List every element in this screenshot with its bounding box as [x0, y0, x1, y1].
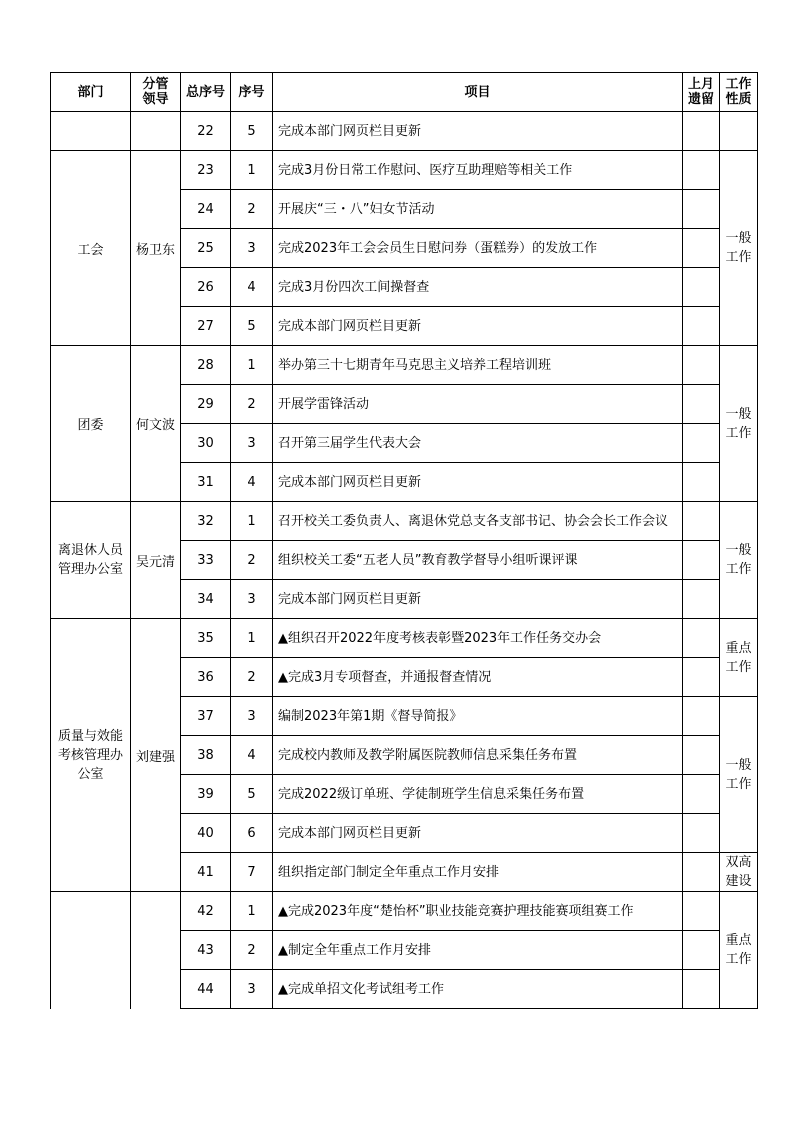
last-month-cell [683, 541, 720, 580]
seq-cell: 5 [231, 112, 273, 151]
last-month-cell [683, 112, 720, 151]
dept-quality: 质量与效能 考核管理办 公室 [51, 619, 131, 892]
total-no-cell: 28 [181, 346, 231, 385]
item-cell: 完成本部门网页栏目更新 [273, 307, 683, 346]
item-cell: 完成3月份四次工间操督查 [273, 268, 683, 307]
total-no-cell: 24 [181, 190, 231, 229]
item-cell: ▲完成单招文化考试组考工作 [273, 970, 683, 1009]
table-row [51, 346, 758, 385]
item-cell: 完成本部门网页栏目更新 [273, 814, 683, 853]
total-no-cell: 25 [181, 229, 231, 268]
last-month-cell [683, 931, 720, 970]
last-month-cell [683, 307, 720, 346]
header-nature: 工作 性质 [720, 73, 758, 112]
total-no-cell: 37 [181, 697, 231, 736]
total-no-cell: 31 [181, 463, 231, 502]
seq-cell: 2 [231, 190, 273, 229]
total-no-cell: 29 [181, 385, 231, 424]
dept-union: 工会 [51, 151, 131, 346]
item-cell: 组织校关工委“五老人员”教育教学督导小组听课评课 [273, 541, 683, 580]
header-row [51, 73, 758, 112]
seq-cell: 2 [231, 658, 273, 697]
seq-cell: 6 [231, 814, 273, 853]
nature-quality-dual: 双高 建设 [720, 853, 758, 892]
item-cell: 召开第三届学生代表大会 [273, 424, 683, 463]
table-row [51, 502, 758, 541]
total-no-cell: 35 [181, 619, 231, 658]
last-month-cell [683, 424, 720, 463]
item-cell: 开展庆“三・八”妇女节活动 [273, 190, 683, 229]
nature-retired: 一般 工作 [720, 502, 758, 619]
last-month-cell [683, 736, 720, 775]
total-no-cell: 32 [181, 502, 231, 541]
table-row [51, 619, 758, 658]
item-cell: ▲制定全年重点工作月安排 [273, 931, 683, 970]
item-cell: 完成2023年工会会员生日慰问券（蛋糕券）的发放工作 [273, 229, 683, 268]
seq-cell: 2 [231, 931, 273, 970]
item-cell: ▲完成2023年度“楚怡杯”职业技能竞赛护理技能赛项组赛工作 [273, 892, 683, 931]
header-leader: 分管 领导 [131, 73, 181, 112]
seq-cell: 2 [231, 541, 273, 580]
header-project: 项目 [273, 73, 683, 112]
last-month-cell [683, 619, 720, 658]
seq-cell: 3 [231, 229, 273, 268]
total-no-cell: 34 [181, 580, 231, 619]
item-cell: 完成2022级订单班、学徒制班学生信息采集任务布置 [273, 775, 683, 814]
nature-quality-key: 重点 工作 [720, 619, 758, 697]
seq-cell: 4 [231, 463, 273, 502]
last-month-cell [683, 658, 720, 697]
seq-cell: 7 [231, 853, 273, 892]
total-no-cell: 39 [181, 775, 231, 814]
last-month-cell [683, 190, 720, 229]
nature-last: 重点 工作 [720, 892, 758, 1009]
nature-union: 一般 工作 [720, 151, 758, 346]
item-cell: 举办第三十七期青年马克思主义培养工程培训班 [273, 346, 683, 385]
seq-cell: 4 [231, 736, 273, 775]
last-month-cell [683, 892, 720, 931]
last-month-cell [683, 814, 720, 853]
total-no-cell: 38 [181, 736, 231, 775]
seq-cell: 1 [231, 892, 273, 931]
seq-cell: 5 [231, 775, 273, 814]
total-no-cell: 22 [181, 112, 231, 151]
last-month-cell [683, 697, 720, 736]
total-no-cell: 23 [181, 151, 231, 190]
item-cell: 开展学雷锋活动 [273, 385, 683, 424]
leader-league: 何文波 [131, 346, 181, 502]
dept-league: 团委 [51, 346, 131, 502]
seq-cell: 1 [231, 151, 273, 190]
last-month-cell [683, 970, 720, 1009]
leader-cell [131, 892, 181, 1009]
table-row [51, 151, 758, 190]
seq-cell: 3 [231, 697, 273, 736]
total-no-cell: 36 [181, 658, 231, 697]
last-month-cell [683, 502, 720, 541]
last-month-cell [683, 775, 720, 814]
nature-league: 一般 工作 [720, 346, 758, 502]
last-month-cell [683, 853, 720, 892]
leader-cell [131, 112, 181, 151]
seq-cell: 4 [231, 268, 273, 307]
total-no-cell: 40 [181, 814, 231, 853]
seq-cell: 1 [231, 619, 273, 658]
last-month-cell [683, 463, 720, 502]
total-no-cell: 30 [181, 424, 231, 463]
dept-retired: 离退休人员 管理办公室 [51, 502, 131, 619]
item-cell: ▲组织召开2022年度考核表彰暨2023年工作任务交办会 [273, 619, 683, 658]
header-dept: 部门 [51, 73, 131, 112]
last-month-cell [683, 151, 720, 190]
seq-cell: 3 [231, 580, 273, 619]
last-month-cell [683, 346, 720, 385]
total-no-cell: 33 [181, 541, 231, 580]
seq-cell: 2 [231, 385, 273, 424]
header-seq: 序号 [231, 73, 273, 112]
leader-retired: 吴元清 [131, 502, 181, 619]
last-month-cell [683, 268, 720, 307]
work-plan-sheet [50, 72, 758, 1009]
table-row [51, 892, 758, 931]
table-row [51, 112, 758, 151]
dept-cell [51, 892, 131, 1009]
dept-cell [51, 112, 131, 151]
nature-cell [720, 112, 758, 151]
total-no-cell: 44 [181, 970, 231, 1009]
nature-quality-general: 一般 工作 [720, 697, 758, 853]
item-cell: 组织指定部门制定全年重点工作月安排 [273, 853, 683, 892]
total-no-cell: 27 [181, 307, 231, 346]
item-cell: 完成本部门网页栏目更新 [273, 580, 683, 619]
last-month-cell [683, 385, 720, 424]
item-cell: ▲完成3月专项督查，并通报督查情况 [273, 658, 683, 697]
total-no-cell: 42 [181, 892, 231, 931]
seq-cell: 3 [231, 970, 273, 1009]
seq-cell: 1 [231, 346, 273, 385]
total-no-cell: 43 [181, 931, 231, 970]
seq-cell: 1 [231, 502, 273, 541]
last-month-cell [683, 229, 720, 268]
seq-cell: 5 [231, 307, 273, 346]
total-no-cell: 26 [181, 268, 231, 307]
leader-union: 杨卫东 [131, 151, 181, 346]
item-cell: 召开校关工委负责人、离退休党总支各支部书记、协会会长工作会议 [273, 502, 683, 541]
last-month-cell [683, 580, 720, 619]
header-total-no: 总序号 [181, 73, 231, 112]
item-cell: 完成校内教师及教学附属医院教师信息采集任务布置 [273, 736, 683, 775]
item-cell: 完成3月份日常工作慰问、医疗互助理赔等相关工作 [273, 151, 683, 190]
header-last-month: 上月 遗留 [683, 73, 720, 112]
item-cell: 完成本部门网页栏目更新 [273, 463, 683, 502]
total-no-cell: 41 [181, 853, 231, 892]
item-cell: 编制2023年第1期《督导简报》 [273, 697, 683, 736]
seq-cell: 3 [231, 424, 273, 463]
item-cell: 完成本部门网页栏目更新 [273, 112, 683, 151]
work-plan-table [50, 72, 758, 1009]
leader-quality: 刘建强 [131, 619, 181, 892]
